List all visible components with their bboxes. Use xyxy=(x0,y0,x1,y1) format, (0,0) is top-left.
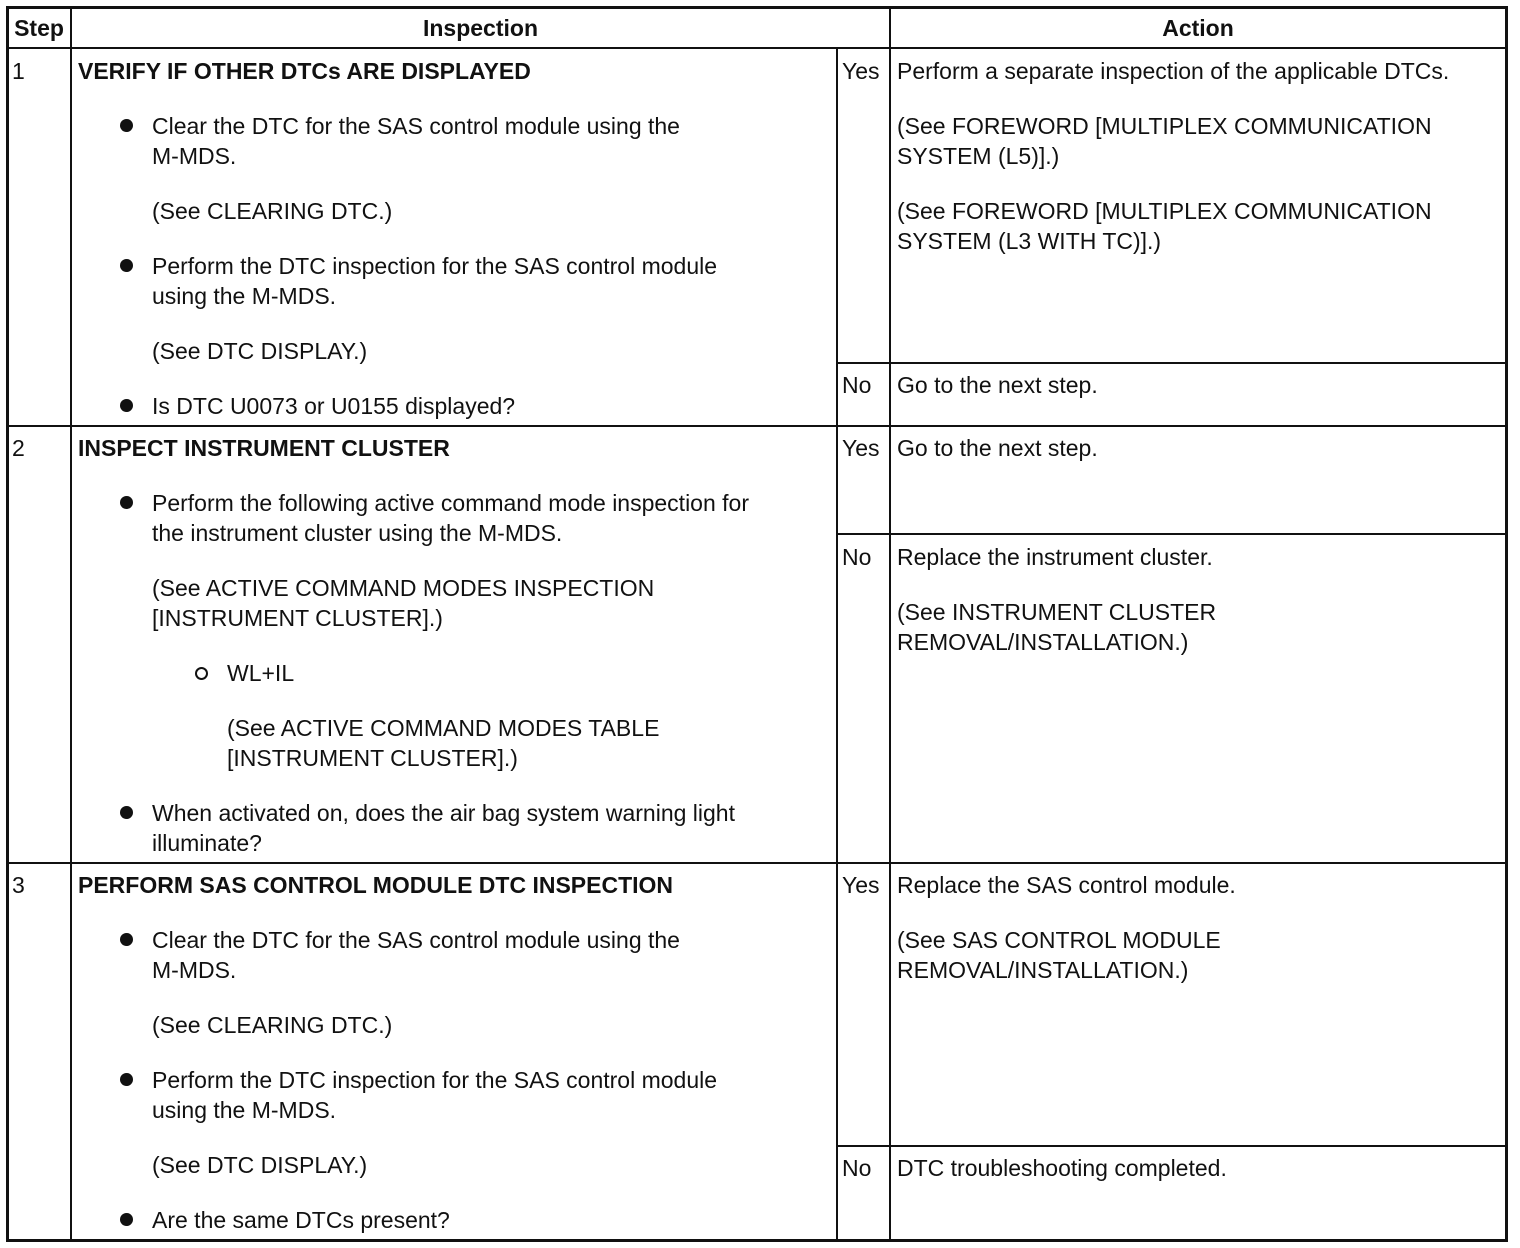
header-inspection: Inspection xyxy=(422,15,538,41)
inspection-item: Perform the DTC inspection for the SAS control module xyxy=(152,1067,718,1093)
action-text: Replace the instrument cluster. xyxy=(897,544,1213,570)
reference-text: (See DTC DISPLAY.) xyxy=(152,338,368,364)
header-divider xyxy=(6,47,1508,49)
inspection-item: Are the same DTCs present? xyxy=(152,1207,450,1233)
reference-text: [INSTRUMENT CLUSTER].) xyxy=(227,745,518,771)
reference-text: [INSTRUMENT CLUSTER].) xyxy=(152,605,443,631)
bullet-icon xyxy=(120,1073,133,1086)
action-text: SYSTEM (L5)].) xyxy=(897,143,1060,169)
action-text: DTC troubleshooting completed. xyxy=(897,1155,1227,1181)
sub-bullet-icon xyxy=(195,667,208,680)
step-title: INSPECT INSTRUMENT CLUSTER xyxy=(78,435,450,461)
inspection-item: illuminate? xyxy=(152,830,262,856)
yes-no-divider xyxy=(836,362,1508,364)
action-text: Replace the SAS control module. xyxy=(897,872,1236,898)
yes-label: Yes xyxy=(842,58,880,84)
reference-text: (See DTC DISPLAY.) xyxy=(152,1152,368,1178)
reference-text: (See CLEARING DTC.) xyxy=(152,198,393,224)
row-divider xyxy=(6,425,1508,427)
inspection-item: using the M-MDS. xyxy=(152,283,337,309)
step-title: VERIFY IF OTHER DTCs ARE DISPLAYED xyxy=(78,58,531,84)
bullet-icon xyxy=(120,119,133,132)
header-step: Step xyxy=(14,15,64,41)
bullet-icon xyxy=(120,496,133,509)
no-label: No xyxy=(842,544,872,570)
action-text: (See INSTRUMENT CLUSTER xyxy=(897,599,1217,625)
column-divider xyxy=(836,48,838,1242)
inspection-item: Clear the DTC for the SAS control module using the xyxy=(152,927,680,953)
step-number: 1 xyxy=(12,58,25,84)
column-divider xyxy=(889,6,891,1242)
step-number: 2 xyxy=(12,435,25,461)
action-text: (See SAS CONTROL MODULE xyxy=(897,927,1221,953)
yes-label: Yes xyxy=(842,872,880,898)
no-label: No xyxy=(842,372,872,398)
bullet-icon xyxy=(120,933,133,946)
action-text: Perform a separate inspection of the applicable DTCs. xyxy=(897,58,1450,84)
inspection-item: the instrument cluster using the M-MDS. xyxy=(152,520,563,546)
column-divider xyxy=(70,6,72,1242)
action-text: SYSTEM (L3 WITH TC)].) xyxy=(897,228,1162,254)
inspection-item: Perform the following active command mode inspection for xyxy=(152,490,750,516)
action-text: Go to the next step. xyxy=(897,435,1098,461)
action-text: (See FOREWORD [MULTIPLEX COMMUNICATION xyxy=(897,198,1432,224)
bullet-icon xyxy=(120,806,133,819)
step-title: PERFORM SAS CONTROL MODULE DTC INSPECTION xyxy=(78,872,674,898)
no-label: No xyxy=(842,1155,872,1181)
bullet-icon xyxy=(120,1213,133,1226)
inspection-item: Perform the DTC inspection for the SAS control module xyxy=(152,253,718,279)
action-text: (See FOREWORD [MULTIPLEX COMMUNICATION xyxy=(897,113,1432,139)
reference-text: (See ACTIVE COMMAND MODES TABLE xyxy=(227,715,660,741)
action-text: REMOVAL/INSTALLATION.) xyxy=(897,629,1189,655)
inspection-item: using the M-MDS. xyxy=(152,1097,337,1123)
step-number: 3 xyxy=(12,872,25,898)
reference-text: (See CLEARING DTC.) xyxy=(152,1012,393,1038)
action-text: REMOVAL/INSTALLATION.) xyxy=(897,957,1189,983)
inspection-item: Clear the DTC for the SAS control module using the xyxy=(152,113,680,139)
inspection-item: When activated on, does the air bag system warning light xyxy=(152,800,735,826)
bullet-icon xyxy=(120,259,133,272)
row-divider xyxy=(6,862,1508,864)
yes-no-divider xyxy=(836,1145,1508,1147)
inspection-item: M-MDS. xyxy=(152,957,237,983)
header-action: Action xyxy=(1162,15,1234,41)
inspection-item: M-MDS. xyxy=(152,143,237,169)
action-text: Go to the next step. xyxy=(897,372,1098,398)
reference-text: (See ACTIVE COMMAND MODES INSPECTION xyxy=(152,575,655,601)
sub-item: WL+IL xyxy=(227,660,295,686)
yes-no-divider xyxy=(836,533,1508,535)
yes-label: Yes xyxy=(842,435,880,461)
inspection-item: Is DTC U0073 or U0155 displayed? xyxy=(152,393,516,419)
bullet-icon xyxy=(120,399,133,412)
